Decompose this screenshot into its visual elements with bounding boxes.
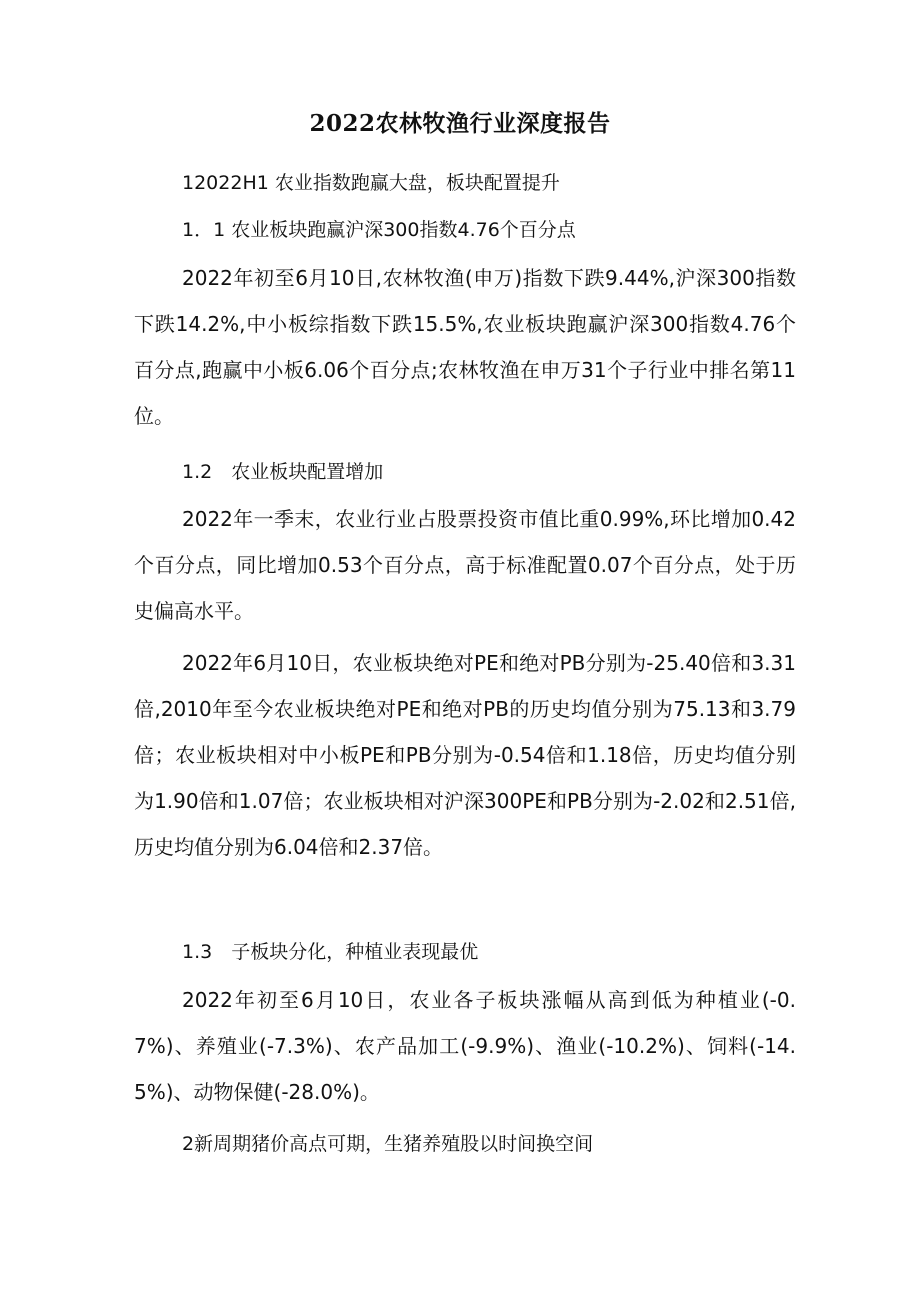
paragraph-index-performance: 2022年初至6月10日,农林牧渔(申万)指数下跌9.44%,沪深300指数下跌14.2%,中小板综指数下跌15.5%,农业板块跑赢沪深300指数4.76个百分点,跑赢中小板6.06个百分点;农林牧渔在申万31个子行业中排名第11位。 xyxy=(134,266,796,428)
section-heading-2: 2新周期猪价高点可期，生猪养殖股以时间换空间 xyxy=(182,1133,594,1155)
section-heading-1-3: 1.3 子板块分化，种植业表现最优 xyxy=(182,941,479,963)
paragraph-subsector: 2022年初至6月10日，农业各子板块涨幅从高到低为种植业(-0.7%)、养殖业(-7.3%)、农产品加工(-9.9%)、渔业(-10.2%)、饲料(-14.5%)、动物保健(-28.0%)。 xyxy=(134,988,796,1104)
document-title: 2022农林牧渔行业深度报告 xyxy=(309,110,611,137)
section-heading-1-2: 1.2 农业板块配置增加 xyxy=(182,461,384,483)
section-heading-1-1: 1．1 农业板块跑赢沪深300指数4.76个百分点 xyxy=(182,219,576,241)
paragraph-valuation: 2022年6月10日，农业板块绝对PE和绝对PB分别为-25.40倍和3.31倍,2010年至今农业板块绝对PE和绝对PB的历史均值分别为75.13和3.79倍；农业板块相对中小板PE和PB分别为-0.54倍和1.18倍，历史均值分别为1.90倍和1.07倍；农业板块相对沪深300PE和PB分别为-2.02和2.51倍,历史均值分别为6.04倍和2.37倍。 xyxy=(134,651,796,859)
section-heading-1: 12022H1 农业指数跑赢大盘，板块配置提升 xyxy=(182,172,560,194)
paragraph-allocation: 2022年一季末，农业行业占股票投资市值比重0.99%,环比增加0.42个百分点，同比增加0.53个百分点，高于标准配置0.07个百分点，处于历史偏高水平。 xyxy=(134,507,796,623)
